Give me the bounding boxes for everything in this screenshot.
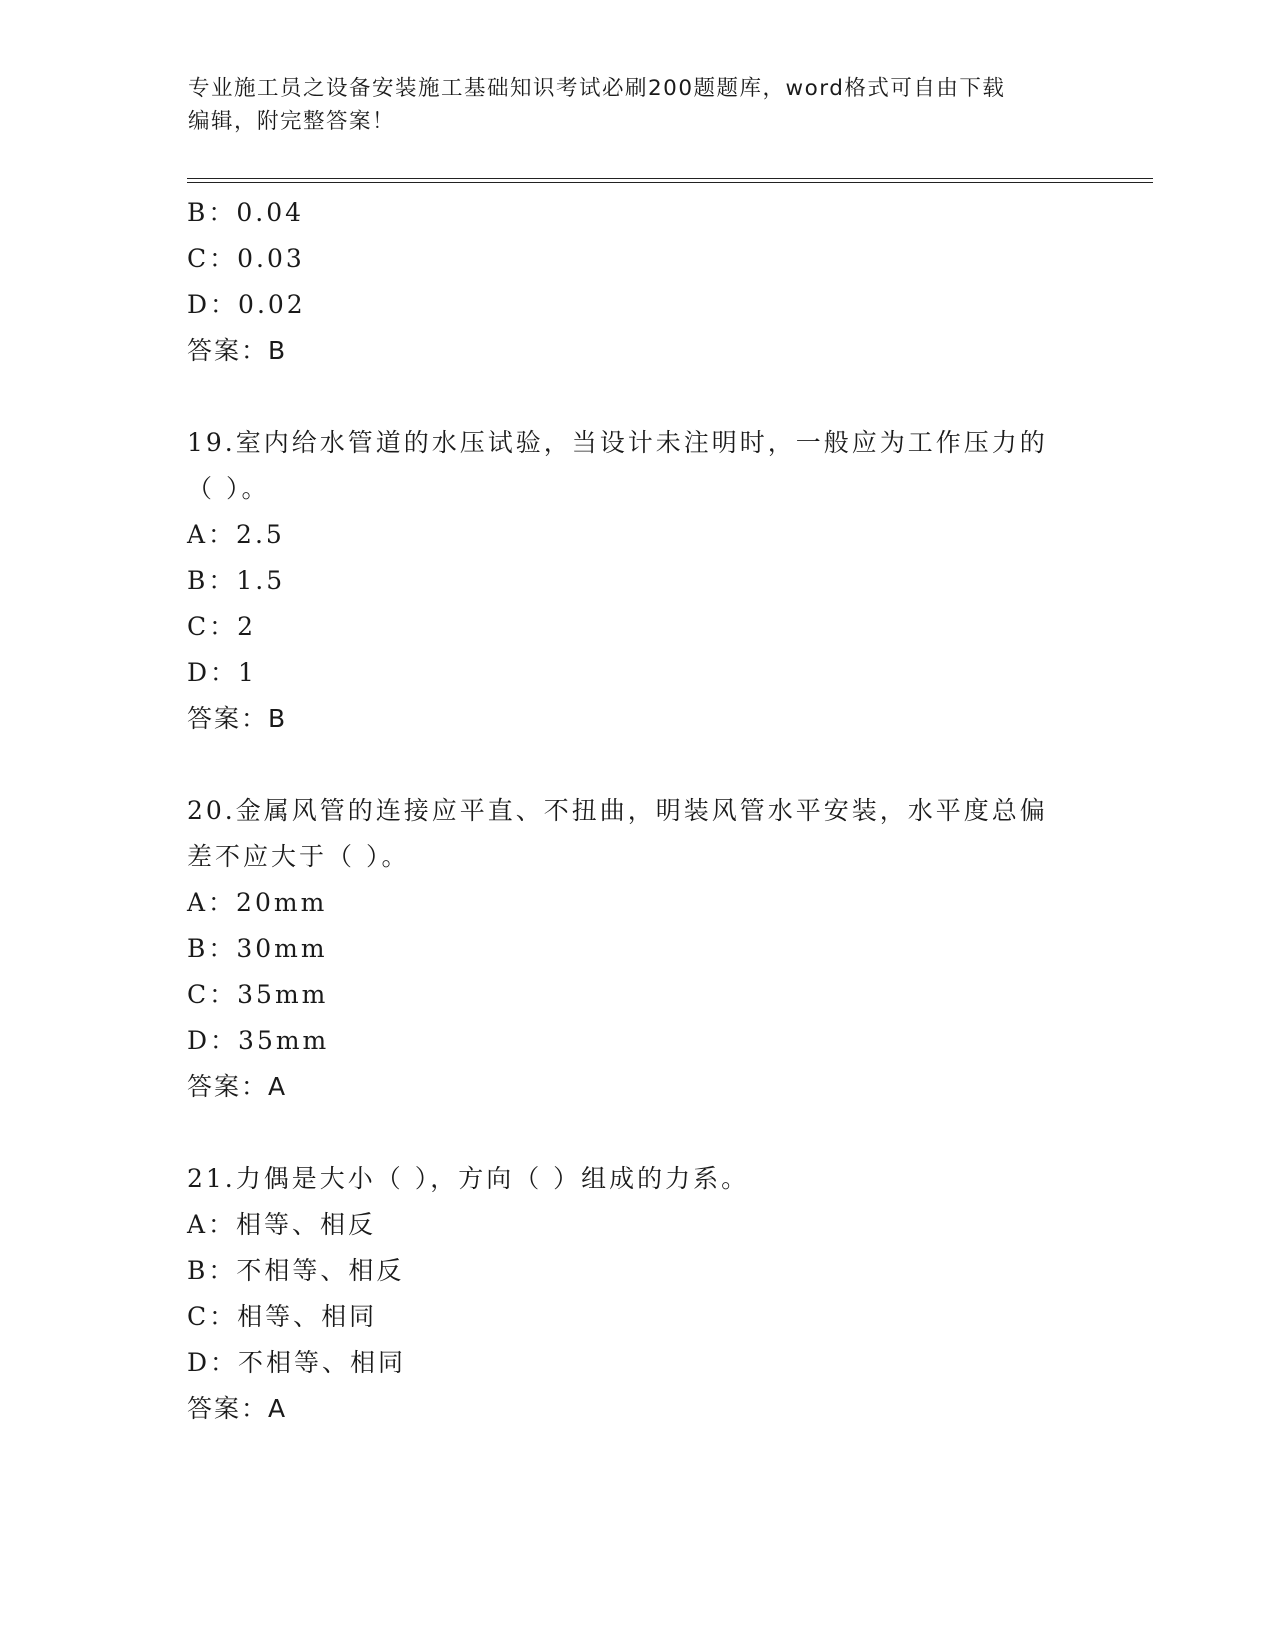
option-b: B：0.04 (187, 198, 305, 227)
option-c: C：35mm (187, 980, 329, 1009)
answer: 答案：A (187, 1394, 288, 1423)
question-stem: （ ）。 (187, 474, 270, 503)
page-header (188, 72, 1088, 138)
option-d: D：0.02 (187, 290, 306, 319)
answer: 答案：B (187, 336, 288, 365)
option-c: C：2 (187, 612, 257, 641)
partial-question (187, 190, 1087, 374)
option-b: B：1.5 (187, 566, 286, 595)
question-stem: 20.金属风管的连接应平直、不扭曲，明装风管水平安装，水平度总偏 (187, 796, 1048, 825)
answer: 答案：B (187, 704, 288, 733)
question-19 (187, 420, 1087, 742)
option-b: B：30mm (187, 934, 328, 963)
option-d: D：1 (187, 658, 257, 687)
document-body (187, 190, 1087, 1432)
option-c: C：相等、相同 (187, 1302, 378, 1331)
option-d: D：35mm (187, 1026, 330, 1055)
option-c: C：0.03 (187, 244, 305, 273)
spacer (187, 742, 1087, 788)
spacer (187, 374, 1087, 420)
option-d: D：不相等、相同 (187, 1348, 407, 1377)
answer: 答案：A (187, 1072, 288, 1101)
header-line-1: 专业施工员之设备安装施工基础知识考试必刷200题题库，word格式可自由下载 (188, 76, 1006, 101)
option-a: A：20mm (187, 888, 328, 917)
header-divider (187, 178, 1153, 183)
question-stem: 差不应大于（ ）。 (187, 842, 410, 871)
question-20 (187, 788, 1087, 1110)
option-a: A：2.5 (187, 520, 285, 549)
option-b: B：不相等、相反 (187, 1256, 405, 1285)
option-a: A：相等、相反 (187, 1210, 377, 1239)
spacer (187, 1110, 1087, 1156)
question-stem: 21.力偶是大小（ ），方向（ ）组成的力系。 (187, 1164, 750, 1193)
question-stem: 19.室内给水管道的水压试验，当设计未注明时，一般应为工作压力的 (187, 428, 1048, 457)
question-21 (187, 1156, 1087, 1432)
header-line-2: 编辑，附完整答案！ (188, 109, 396, 134)
